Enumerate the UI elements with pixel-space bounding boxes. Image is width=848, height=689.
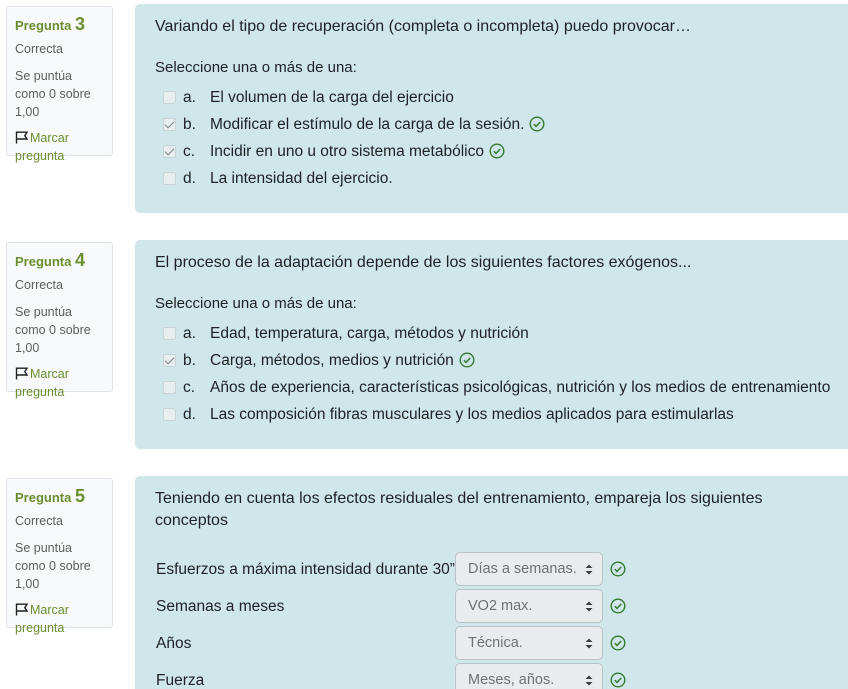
match-select[interactable]: Meses, años. xyxy=(455,663,603,689)
match-row xyxy=(155,663,828,689)
sort-caret-icon xyxy=(585,564,593,575)
answer-checkbox[interactable] xyxy=(163,381,176,394)
question-info-4 xyxy=(6,242,113,399)
answer-checkbox[interactable] xyxy=(163,327,176,340)
flag-icon xyxy=(15,603,29,616)
question-number: Pregunta 4 xyxy=(15,250,85,270)
question-text: Variando el tipo de recuperación (completa o incompleta) puedo provocar… xyxy=(155,18,692,35)
sort-caret-icon xyxy=(585,601,593,612)
question-text: El proceso de la adaptación depende de los siguientes factores exógenos... xyxy=(155,254,692,271)
answer-option: d. Las composición fibras musculares y los medios aplicados para estimularlas xyxy=(155,401,828,428)
answer-checkbox[interactable] xyxy=(163,172,176,185)
match-select[interactable]: VO2 max. xyxy=(455,589,603,623)
match-select[interactable]: Técnica. xyxy=(455,626,603,660)
flag-question-link[interactable]: Marcar pregunta xyxy=(15,367,69,399)
question-state: Correcta xyxy=(15,42,63,56)
answer-checkbox[interactable] xyxy=(163,91,176,104)
answer-checkbox[interactable] xyxy=(163,408,176,421)
question-info-3 xyxy=(6,6,113,163)
check-circle-icon xyxy=(610,635,626,651)
question-state: Correcta xyxy=(15,278,63,292)
match-label: Fuerza xyxy=(156,672,205,689)
check-circle-icon xyxy=(489,143,505,159)
answer-checkbox[interactable] xyxy=(163,145,176,158)
answer-list xyxy=(155,84,828,192)
flag-icon xyxy=(15,367,29,380)
answer-option: c. Incidir en uno u otro sistema metabólico xyxy=(155,138,828,165)
question-grade: Se puntúa como 0 sobre 1,00 xyxy=(15,69,91,119)
answer-option: a. El volumen de la carga del ejercicio xyxy=(155,84,828,111)
answer-option: a. Edad, temperatura, carga, métodos y nutrición xyxy=(155,320,828,347)
flag-icon xyxy=(15,131,29,144)
match-list xyxy=(155,552,828,689)
question-content-5 xyxy=(135,476,848,689)
sort-caret-icon xyxy=(585,675,593,686)
answer-checkbox[interactable] xyxy=(163,354,176,367)
match-row xyxy=(155,626,828,663)
question-grade: Se puntúa como 0 sobre 1,00 xyxy=(15,305,91,355)
question-state: Correcta xyxy=(15,514,63,528)
match-select[interactable]: Días a semanas. xyxy=(455,552,603,586)
answer-checkbox[interactable] xyxy=(163,118,176,131)
check-circle-icon xyxy=(459,352,475,368)
answer-option: d. La intensidad del ejercicio. xyxy=(155,165,828,192)
answer-prompt: Seleccione una o más de una: xyxy=(155,295,357,312)
question-info-5 xyxy=(6,478,113,635)
answer-list xyxy=(155,320,831,428)
answer-option: b. Modificar el estímulo de la carga de la sesión. xyxy=(155,111,828,138)
match-label: Años xyxy=(156,635,192,652)
answer-option: b. Carga, métodos, medios y nutrición xyxy=(155,347,828,374)
check-circle-icon xyxy=(610,561,626,577)
match-label: Semanas a meses xyxy=(156,598,285,615)
question-content-4 xyxy=(135,240,848,449)
flag-question-link[interactable]: Marcar pregunta xyxy=(15,603,69,635)
match-label: Esfuerzos a máxima intensidad durante 30” xyxy=(156,561,455,578)
match-row xyxy=(155,552,828,589)
answer-option: c. Años de experiencia, características psicológicas, nutrición y los medios de entrenamiento xyxy=(155,374,828,401)
match-row xyxy=(155,589,828,626)
question-grade: Se puntúa como 0 sobre 1,00 xyxy=(15,541,91,591)
sort-caret-icon xyxy=(585,638,593,649)
flag-question-link[interactable]: Marcar pregunta xyxy=(15,131,69,163)
check-circle-icon xyxy=(610,598,626,614)
question-text: Teniendo en cuenta los efectos residuales del entrenamiento, empareja los siguientes conceptos xyxy=(155,490,763,529)
check-circle-icon xyxy=(610,672,626,688)
check-circle-icon xyxy=(529,116,545,132)
question-number: Pregunta 5 xyxy=(15,486,85,506)
question-number: Pregunta 3 xyxy=(15,14,85,34)
answer-prompt: Seleccione una o más de una: xyxy=(155,59,357,76)
question-content-3 xyxy=(135,4,848,213)
